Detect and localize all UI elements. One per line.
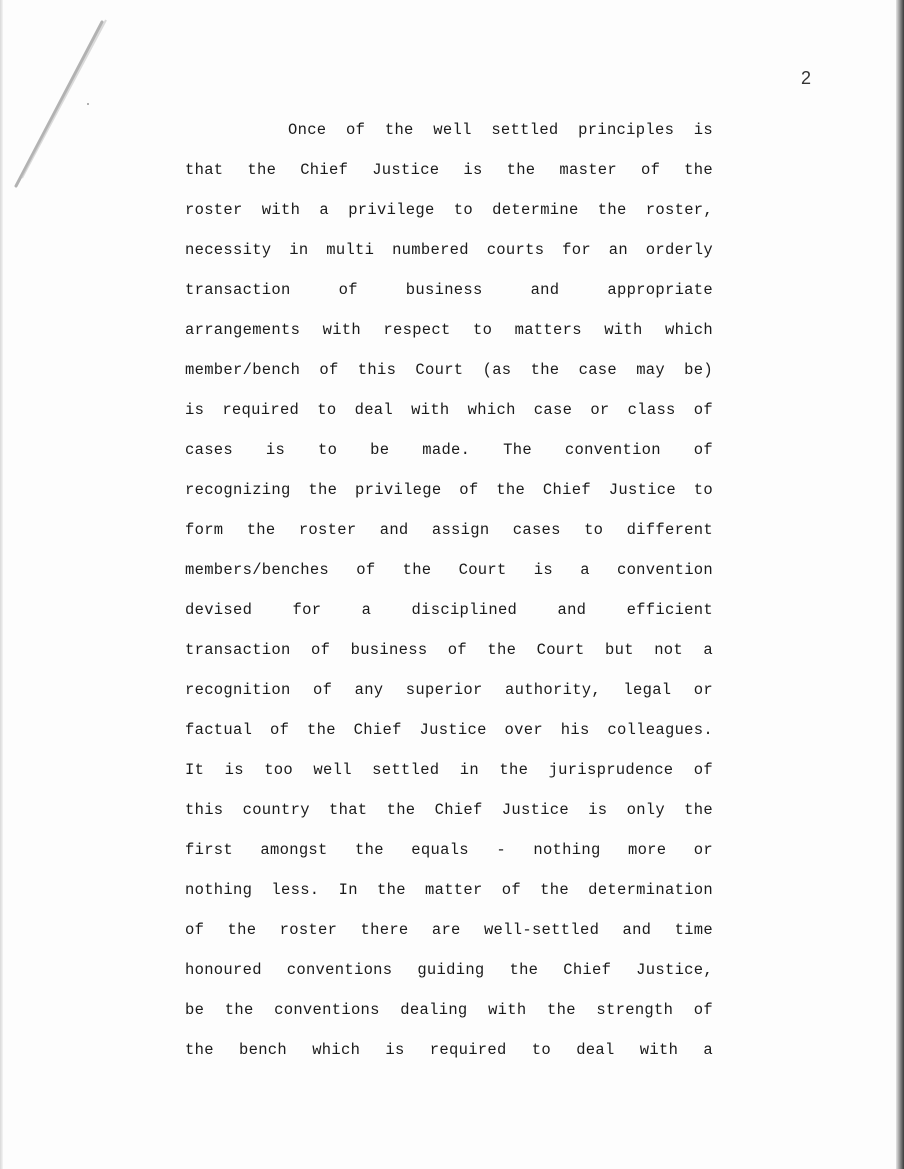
text-line: nothing less. In the matter of the determination xyxy=(185,881,713,899)
text-line: necessity in multi numbered courts for an orderly xyxy=(185,241,713,259)
text-line: members/benches of the Court is a convention xyxy=(185,561,713,579)
scan-right-edge-shadow xyxy=(896,0,904,1169)
text-line: be the conventions dealing with the strength of xyxy=(185,1001,713,1019)
text-line: Once of the well settled principles is xyxy=(288,121,713,139)
text-line: this country that the Chief Justice is only the xyxy=(185,801,713,819)
text-line: arrangements with respect to matters with which xyxy=(185,321,713,339)
text-line: that the Chief Justice is the master of the xyxy=(185,161,713,179)
text-line: member/bench of this Court (as the case may be) xyxy=(185,361,713,379)
scan-streak-mark xyxy=(10,18,110,193)
text-line: devised for a disciplined and efficient xyxy=(185,601,713,619)
text-line: It is too well settled in the jurisprudence of xyxy=(185,761,713,779)
scan-left-edge xyxy=(0,0,3,1169)
text-line: cases is to be made. The convention of xyxy=(185,441,713,459)
text-line: first amongst the equals - nothing more or xyxy=(185,841,713,859)
text-line: transaction of business and appropriate xyxy=(185,281,713,299)
text-line: form the roster and assign cases to different xyxy=(185,521,713,539)
text-line: transaction of business of the Court but not a xyxy=(185,641,713,659)
body-paragraph xyxy=(185,110,713,1070)
text-line: of the roster there are well-settled and time xyxy=(185,921,713,939)
text-line: factual of the Chief Justice over his colleagues. xyxy=(185,721,713,739)
text-line: roster with a privilege to determine the roster, xyxy=(185,201,713,219)
text-line: honoured conventions guiding the Chief Justice, xyxy=(185,961,713,979)
text-line: recognizing the privilege of the Chief Justice to xyxy=(185,481,713,499)
text-line: is required to deal with which case or class of xyxy=(185,401,713,419)
page-number: 2 xyxy=(801,68,812,88)
text-line: the bench which is required to deal with a xyxy=(185,1041,713,1059)
text-line: recognition of any superior authority, legal or xyxy=(185,681,713,699)
